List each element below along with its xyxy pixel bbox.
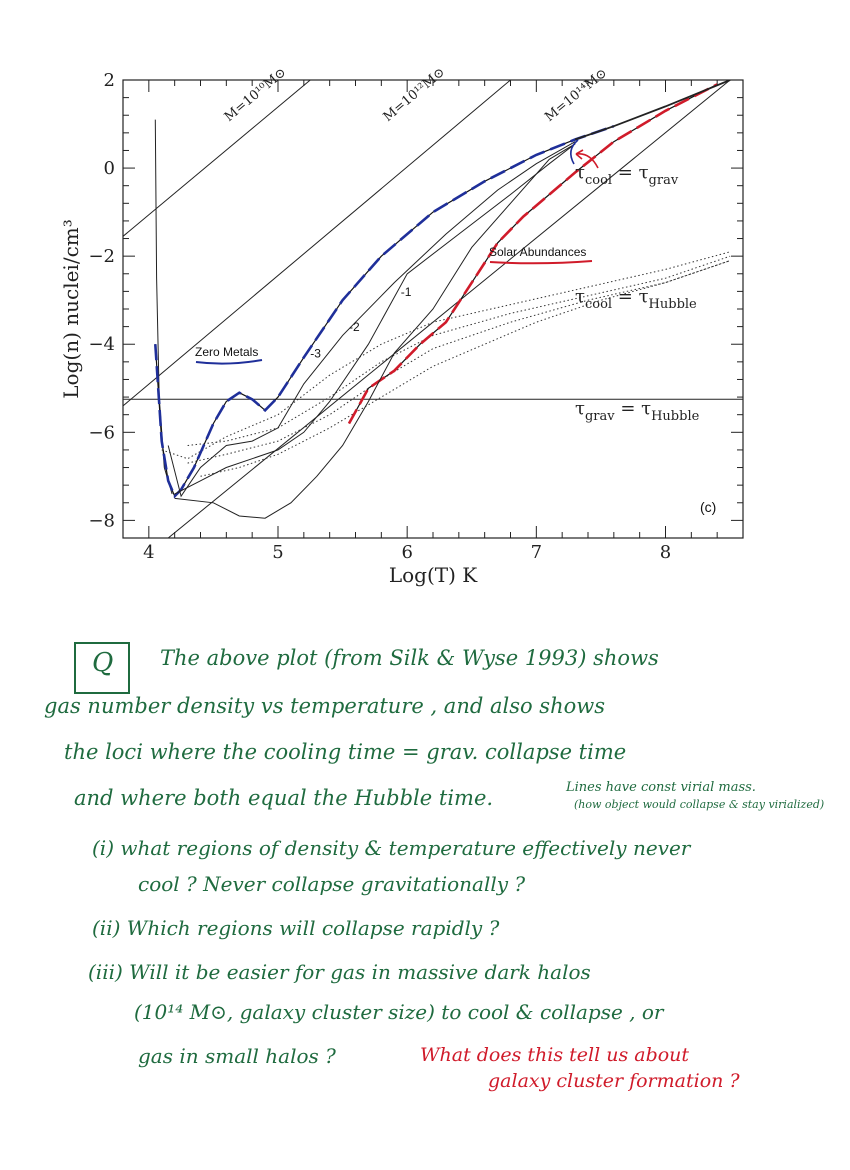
x-tick-label: 7 [530,542,543,563]
curve-label: -1 [400,284,412,299]
note-line-2: gas number density vs temperature , and also shows [44,694,606,718]
cooling-curve-zero-metals [155,126,614,496]
tau-label-part: grav [648,173,679,188]
mass-line-label: M=10¹⁴M⊙ [542,65,611,125]
item-i-line-2: cool ? Never collapse gravitationally ? [138,872,526,896]
mass-line [123,80,310,236]
item-iii-line-2: (10¹⁴ M⊙, galaxy cluster size) to cool & collapse , or [134,1000,664,1024]
x-axis-label: Log(T) K [388,563,478,587]
curve-label: -2 [349,320,360,335]
cool-equals-hubble-label [575,286,697,312]
item-ii: (ii) Which regions will collapse rapidly ? [92,916,500,940]
red-question-line-1: What does this tell us about [420,1044,690,1066]
mass-line-label: M=10¹²M⊙ [380,64,449,125]
red-question-line-2: galaxy cluster formation ? [488,1070,740,1092]
grav-equals-hubble-label [575,398,700,424]
panel-label: (c) [700,499,717,515]
mass-line-label: M=10¹⁰M⊙ [221,65,290,125]
cooling-curve-3 [168,142,575,497]
zero-metals-label: Zero Metals [195,345,259,359]
cooling-curve-2 [175,144,575,494]
tau-label-part: cool [584,173,613,188]
y-tick-label: −2 [88,246,115,268]
side-note-1: Lines have const virial mass. [566,780,756,795]
solar-abundances-label: Solar Abundances [489,245,587,259]
cooling-curve-left-edge [155,120,172,494]
tau-label-part: Hubble [648,297,697,312]
item-i-line-1: (i) what regions of density & temperature effectively never [92,836,691,860]
zero-metals-underline [196,360,262,364]
note-line-3: the loci where the cooling time = grav. collapse time [64,740,627,764]
tau-label-part: τ [575,398,585,419]
cooling-curve-zero-metals-base [155,126,614,496]
note-line-1: The above plot (from Silk & Wyse 1993) shows [160,646,659,670]
y-tick-label: −6 [88,422,115,444]
tau-label-part: τ [575,286,585,307]
solar-abundances-underline [490,261,592,263]
y-tick-label: 2 [103,70,115,91]
tau-label-part: = τ [612,286,649,307]
tau-label-part: = τ [614,398,652,419]
y-tick-label: −8 [88,510,115,532]
side-note-2: (how object would collapse & stay virialized) [574,798,825,811]
x-tick-label: 8 [659,542,672,563]
y-axis-label: Log(n) nuclei/cm³ [59,219,83,399]
y-tick-label: −4 [88,334,115,356]
y-tick-label: 0 [103,158,115,180]
tau-label-part: = τ [612,162,649,183]
mass-line [168,80,730,538]
tau-label-part: cool [584,297,613,312]
curve-label: -3 [310,346,321,361]
item-iii-line-3: gas in small halos ? [138,1044,336,1068]
x-tick-label: 4 [143,542,155,563]
cooling-curve-envelope [575,80,730,140]
x-tick-label: 5 [272,542,284,563]
item-iii-line-1: (iii) Will it be easier for gas in massive dark halos [88,960,591,984]
question-label: Q [92,648,114,678]
tau-label-part: τ [575,162,585,183]
cool-equals-grav-label [575,162,679,188]
tau-label-part: grav [584,409,615,424]
note-line-4: and where both equal the Hubble time. [74,786,494,810]
x-tick-label: 6 [401,542,413,563]
tau-label-part: Hubble [651,409,700,424]
